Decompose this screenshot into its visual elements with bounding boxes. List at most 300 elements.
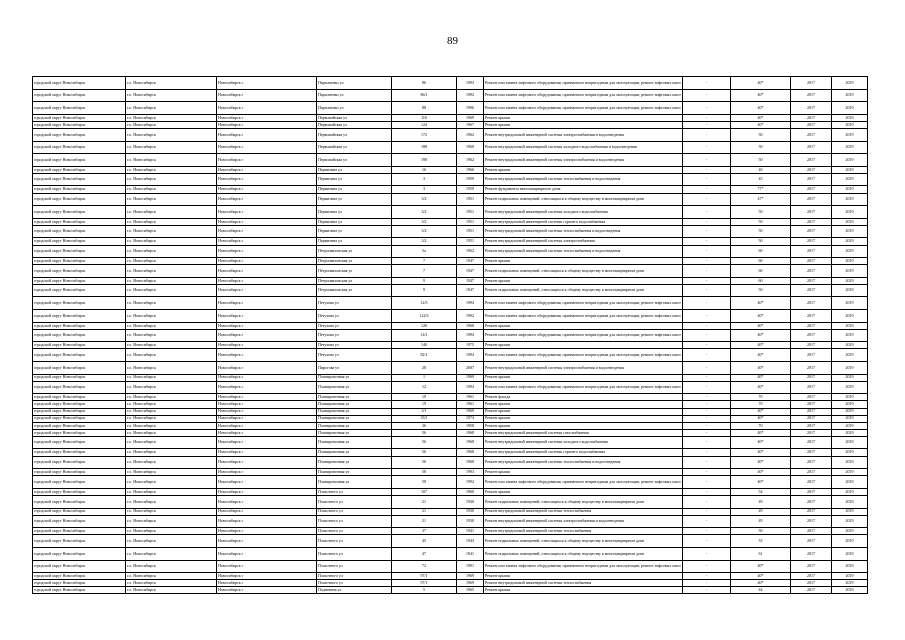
cost-cell: 40 [731,166,791,173]
blank-cell: - [683,469,731,476]
street-cell: Пермитина ул [317,225,392,238]
locality-cell: Новосибирск г [217,329,317,342]
table-row [33,186,868,193]
blank-cell: - [683,77,731,90]
cost-cell: 50 [731,238,791,245]
locality-cell: Новосибирск г [217,515,317,528]
end-year-cell: 2019 [832,265,868,278]
settlement-cell: г.о. Новосибирск [126,429,217,436]
cost-cell: 40* [731,573,791,580]
street-cell: Планировочная ул [317,429,392,436]
year-built-cell: 1947 [457,258,484,265]
street-cell: Петухова ул [317,297,392,310]
house-number-cell: 122/3 [392,310,457,323]
end-year-cell: 2019 [832,329,868,342]
start-year-cell: 2017 [791,329,832,342]
house-number-cell: 58 [392,469,457,476]
table-row [33,587,868,594]
cost-cell: 60 [731,245,791,258]
year-built-cell: 1994 [457,297,484,310]
blank-cell: - [683,422,731,429]
street-cell: Первомайская ул [317,114,392,121]
start-year-cell: 2017 [791,89,832,102]
settlement-cell: г.о. Новосибирск [126,173,217,186]
municipality-cell: городской округ Новосибирск [33,422,126,429]
settlement-cell: г.о. Новосибирск [126,154,217,167]
work-type-cell: Ремонт фундамента многоквартирного дома [484,186,683,193]
work-type-cell: Ремонт внутридомовой инженерной системы теплоснабжения и водоотведения [484,225,683,238]
municipality-cell: городской округ Новосибирск [33,528,126,535]
end-year-cell: 2019 [832,515,868,528]
table-row [33,206,868,219]
end-year-cell: 2019 [832,408,868,415]
settlement-cell: г.о. Новосибирск [126,102,217,115]
settlement-cell: г.о. Новосибирск [126,238,217,245]
municipality-cell: городской округ Новосибирск [33,166,126,173]
table-row [33,547,868,560]
start-year-cell: 2017 [791,508,832,515]
municipality-cell: городской округ Новосибирск [33,342,126,349]
house-number-cell: 86 [392,77,457,90]
street-cell: Плахотного ул [317,573,392,580]
locality-cell: Новосибирск г [217,154,317,167]
house-number-cell: 72 [392,560,457,573]
municipality-cell: городской округ Новосибирск [33,436,126,449]
locality-cell: Новосибирск г [217,258,317,265]
house-number-cell: 1 [392,374,457,381]
start-year-cell: 2017 [791,193,832,206]
settlement-cell: г.о. Новосибирск [126,408,217,415]
locality-cell: Новосибирск г [217,422,317,429]
cost-cell: 40* [731,77,791,90]
table-row [33,329,868,342]
house-number-cell: 56 [392,449,457,456]
cost-cell: 47* [731,193,791,206]
locality-cell: Новосибирск г [217,488,317,495]
end-year-cell: 2019 [832,488,868,495]
table-row [33,401,868,408]
work-type-cell: Ремонт внутридомовой инженерной системы теплоснабжения [484,580,683,587]
blank-cell: - [683,284,731,297]
blank-cell: - [683,166,731,173]
municipality-cell: городской округ Новосибирск [33,310,126,323]
work-type-cell: Ремонт крыши [484,573,683,580]
work-type-cell: Ремонт крыши [484,422,683,429]
start-year-cell: 2017 [791,349,832,362]
cost-cell: 40* [731,429,791,436]
municipality-cell: городской округ Новосибирск [33,488,126,495]
year-built-cell: 1941 [457,547,484,560]
house-number-cell: 56 [392,456,457,469]
work-type-cell: Ремонт подвальных помещений, относящихся к общему имуществу в многоквартирном доме [484,547,683,560]
locality-cell: Новосибирск г [217,580,317,587]
start-year-cell: 2017 [791,121,832,128]
street-cell: Пермитина ул [317,238,392,245]
repair-schedule-table [32,76,868,594]
table-row [33,77,868,90]
blank-cell: - [683,429,731,436]
settlement-cell: г.о. Новосибирск [126,508,217,515]
locality-cell: Новосибирск г [217,401,317,408]
locality-cell: Новосибирск г [217,206,317,219]
house-number-cell: 86/1 [392,89,457,102]
year-built-cell: 1992 [457,89,484,102]
street-cell: Пархоменко ул [317,77,392,90]
settlement-cell: г.о. Новосибирск [126,381,217,394]
settlement-cell: г.о. Новосибирск [126,560,217,573]
cost-cell: 45 [731,173,791,186]
table-row [33,218,868,225]
end-year-cell: 2019 [832,173,868,186]
cost-cell: 50 [731,218,791,225]
locality-cell: Новосибирск г [217,476,317,489]
year-built-cell: 1968 [457,456,484,469]
settlement-cell: г.о. Новосибирск [126,573,217,580]
work-type-cell: Ремонт внутридомовой инженерной системы холодного водоснабжения [484,436,683,449]
house-number-cell: 7 [392,258,457,265]
table-row [33,128,868,141]
year-built-cell: 1959 [457,186,484,193]
work-type-cell: Ремонт внутридомовой инженерной системы холодного водоснабжения и водоотведения [484,141,683,154]
cost-cell: 54 [731,488,791,495]
table-row [33,265,868,278]
year-built-cell: 1969 [457,374,484,381]
table-row [33,374,868,381]
end-year-cell: 2019 [832,218,868,225]
start-year-cell: 2017 [791,173,832,186]
year-built-cell: 1991 [457,560,484,573]
work-type-cell: Ремонт крыши [484,587,683,594]
street-cell: Плахотного ул [317,560,392,573]
end-year-cell: 2019 [832,587,868,594]
table-row [33,528,868,535]
blank-cell: - [683,128,731,141]
street-cell: Планировочная ул [317,415,392,422]
settlement-cell: г.о. Новосибирск [126,186,217,193]
blank-cell: - [683,476,731,489]
year-built-cell: 1969 [457,114,484,121]
municipality-cell: городской округ Новосибирск [33,449,126,456]
house-number-cell: 88 [392,102,457,115]
end-year-cell: 2019 [832,77,868,90]
year-built-cell: 1996 [457,102,484,115]
end-year-cell: 2019 [832,476,868,489]
settlement-cell: г.о. Новосибирск [126,535,217,548]
settlement-cell: г.о. Новосибирск [126,225,217,238]
year-built-cell: 1967 [457,121,484,128]
year-built-cell: 1992 [457,310,484,323]
start-year-cell: 2017 [791,206,832,219]
page-number: 89 [447,35,458,47]
year-built-cell: 1959 [457,173,484,186]
start-year-cell: 2017 [791,488,832,495]
blank-cell: - [683,415,731,422]
table-row [33,310,868,323]
settlement-cell: г.о. Новосибирск [126,495,217,508]
start-year-cell: 2017 [791,547,832,560]
end-year-cell: 2019 [832,508,868,515]
start-year-cell: 2017 [791,381,832,394]
table-row [33,560,868,573]
house-number-cell: 97/1 [392,573,457,580]
year-built-cell: 1966 [457,166,484,173]
settlement-cell: г.о. Новосибирск [126,310,217,323]
municipality-cell: городской округ Новосибирск [33,408,126,415]
blank-cell: - [683,225,731,238]
table-row [33,258,868,265]
locality-cell: Новосибирск г [217,265,317,278]
start-year-cell: 2017 [791,218,832,225]
year-built-cell: 1975 [457,342,484,349]
blank-cell: - [683,265,731,278]
street-cell: Плахотного ул [317,580,392,587]
year-built-cell: 1941 [457,528,484,535]
blank-cell: - [683,245,731,258]
settlement-cell: г.о. Новосибирск [126,166,217,173]
work-type-cell: Ремонт внутридомовой инженерной системы горячего водоснабжения [484,218,683,225]
year-built-cell: 1951 [457,206,484,219]
end-year-cell: 2019 [832,573,868,580]
blank-cell: - [683,193,731,206]
end-year-cell: 2019 [832,495,868,508]
municipality-cell: городской округ Новосибирск [33,206,126,219]
start-year-cell: 2017 [791,495,832,508]
locality-cell: Новосибирск г [217,186,317,193]
locality-cell: Новосибирск г [217,89,317,102]
blank-cell: - [683,580,731,587]
table-row [33,297,868,310]
blank-cell: - [683,374,731,381]
house-number-cell: 21 [392,515,457,528]
cost-cell: 77* [731,186,791,193]
end-year-cell: 2019 [832,456,868,469]
work-type-cell: Ремонт фасада [484,394,683,401]
blank-cell: - [683,560,731,573]
house-number-cell: 37 [392,528,457,535]
blank-cell: - [683,362,731,375]
street-cell: Петропавловская ул [317,284,392,297]
start-year-cell: 2017 [791,535,832,548]
end-year-cell: 2019 [832,547,868,560]
house-number-cell: 19 [392,401,457,408]
table-row [33,114,868,121]
municipality-cell: городской округ Новосибирск [33,114,126,121]
locality-cell: Новосибирск г [217,547,317,560]
end-year-cell: 2019 [832,193,868,206]
end-year-cell: 2019 [832,449,868,456]
year-built-cell: 1947 [457,265,484,278]
work-type-cell: Ремонт внутридомовой инженерной системы электроснабжения [484,238,683,245]
cost-cell: 60 [731,277,791,284]
locality-cell: Новосибирск г [217,218,317,225]
work-type-cell: Ремонт подвальных помещений, относящихся к общему имуществу в многоквартирном доме [484,265,683,278]
street-cell: Плахотного ул [317,547,392,560]
cost-cell: 50 [731,154,791,167]
year-built-cell: 1992 [457,476,484,489]
house-number-cell: 5 [392,587,457,594]
municipality-cell: городской округ Новосибирск [33,89,126,102]
year-built-cell: 1969 [457,408,484,415]
table-row [33,580,868,587]
street-cell: Плахотного ул [317,495,392,508]
municipality-cell: городской округ Новосибирск [33,102,126,115]
end-year-cell: 2019 [832,415,868,422]
settlement-cell: г.о. Новосибирск [126,476,217,489]
start-year-cell: 2017 [791,560,832,573]
house-number-cell: 9 [392,277,457,284]
blank-cell: - [683,436,731,449]
blank-cell: - [683,381,731,394]
end-year-cell: 2019 [832,528,868,535]
start-year-cell: 2017 [791,401,832,408]
cost-cell: 40* [731,89,791,102]
street-cell: Петухова ул [317,349,392,362]
table-row [33,408,868,415]
locality-cell: Новосибирск г [217,535,317,548]
street-cell: Пермитина ул [317,206,392,219]
end-year-cell: 2019 [832,186,868,193]
blank-cell: - [683,310,731,323]
year-built-cell: 1994 [457,349,484,362]
table-row [33,449,868,456]
start-year-cell: 2017 [791,374,832,381]
cost-cell: 40* [731,374,791,381]
blank-cell: - [683,218,731,225]
start-year-cell: 2017 [791,310,832,323]
street-cell: Плахотного ул [317,508,392,515]
municipality-cell: городской округ Новосибирск [33,547,126,560]
street-cell: Петропавловская ул [317,265,392,278]
start-year-cell: 2017 [791,265,832,278]
settlement-cell: г.о. Новосибирск [126,547,217,560]
year-built-cell: 1958 [457,422,484,429]
settlement-cell: г.о. Новосибирск [126,206,217,219]
work-type-cell: Ремонт внутридомовой инженерной системы электроснабжения и водоотведения [484,128,683,141]
locality-cell: Новосибирск г [217,121,317,128]
blank-cell: - [683,449,731,456]
municipality-cell: городской округ Новосибирск [33,573,126,580]
table-row [33,476,868,489]
settlement-cell: г.о. Новосибирск [126,141,217,154]
start-year-cell: 2017 [791,141,832,154]
settlement-cell: г.о. Новосибирск [126,329,217,342]
street-cell: Плахотного ул [317,535,392,548]
street-cell: Плахотного ул [317,488,392,495]
end-year-cell: 2019 [832,310,868,323]
blank-cell: - [683,349,731,362]
settlement-cell: г.о. Новосибирск [126,456,217,469]
start-year-cell: 2017 [791,77,832,90]
table-row [33,436,868,449]
municipality-cell: городской округ Новосибирск [33,362,126,375]
house-number-cell: 3/2 [392,193,457,206]
cost-cell: 49 [731,508,791,515]
year-built-cell: 1993 [457,77,484,90]
municipality-cell: городской округ Новосибирск [33,508,126,515]
start-year-cell: 2017 [791,297,832,310]
locality-cell: Новосибирск г [217,362,317,375]
locality-cell: Новосибирск г [217,374,317,381]
locality-cell: Новосибирск г [217,436,317,449]
street-cell: Планировочная ул [317,449,392,456]
work-type-cell: Ремонт или замена лифтового оборудования, признанного непригодным для эксплуатации, ремонт лифтовых шахт [484,560,683,573]
settlement-cell: г.о. Новосибирск [126,401,217,408]
work-type-cell: Ремонт крыши [484,114,683,121]
locality-cell: Новосибирск г [217,415,317,422]
municipality-cell: городской округ Новосибирск [33,415,126,422]
locality-cell: Новосибирск г [217,173,317,186]
municipality-cell: городской округ Новосибирск [33,322,126,329]
end-year-cell: 2019 [832,102,868,115]
locality-cell: Новосибирск г [217,560,317,573]
cost-cell: 70 [731,401,791,408]
end-year-cell: 2019 [832,560,868,573]
locality-cell: Новосибирск г [217,469,317,476]
table-row [33,349,868,362]
blank-cell: - [683,587,731,594]
start-year-cell: 2017 [791,245,832,258]
end-year-cell: 2019 [832,206,868,219]
blank-cell: - [683,394,731,401]
year-built-cell: 1930 [457,495,484,508]
table-row [33,535,868,548]
settlement-cell: г.о. Новосибирск [126,128,217,141]
street-cell: Петухова ул [317,322,392,329]
table-row [33,515,868,528]
municipality-cell: городской округ Новосибирск [33,258,126,265]
work-type-cell: Ремонт крыши [484,488,683,495]
start-year-cell: 2017 [791,515,832,528]
cost-cell: 60 [731,265,791,278]
street-cell: Планировочная ул [317,374,392,381]
blank-cell: - [683,456,731,469]
house-number-cell: 36 [392,422,457,429]
table-row [33,173,868,186]
municipality-cell: городской округ Новосибирск [33,265,126,278]
cost-cell: 40* [731,102,791,115]
start-year-cell: 2017 [791,573,832,580]
end-year-cell: 2019 [832,535,868,548]
blank-cell: - [683,297,731,310]
settlement-cell: г.о. Новосибирск [126,114,217,121]
municipality-cell: городской округ Новосибирск [33,121,126,128]
municipality-cell: городской округ Новосибирск [33,349,126,362]
municipality-cell: городской округ Новосибирск [33,401,126,408]
cost-cell: 40* [731,381,791,394]
street-cell: Первомайская ул [317,154,392,167]
year-built-cell: 1969 [457,573,484,580]
settlement-cell: г.о. Новосибирск [126,436,217,449]
cost-cell: 49 [731,515,791,528]
municipality-cell: городской округ Новосибирск [33,218,126,225]
cost-cell: 40* [731,322,791,329]
year-built-cell: 1930 [457,508,484,515]
house-number-cell: 12 [392,381,457,394]
locality-cell: Новосибирск г [217,408,317,415]
house-number-cell: 56 [392,429,457,436]
work-type-cell: Ремонт внутридомовой инженерной системы холодного водоснабжения [484,206,683,219]
year-built-cell: 1962 [457,128,484,141]
settlement-cell: г.о. Новосибирск [126,415,217,422]
work-type-cell: Ремонт крыши [484,322,683,329]
cost-cell: 40* [731,297,791,310]
work-type-cell: Ремонт внутридомовой инженерной системы теплоснабжения [484,528,683,535]
work-type-cell: Ремонт внутридомовой инженерной системы теплоснабжения и водоотведения [484,456,683,469]
house-number-cell: 19 [392,394,457,401]
settlement-cell: г.о. Новосибирск [126,469,217,476]
house-number-cell: 198 [392,154,457,167]
house-number-cell: 3/2 [392,225,457,238]
